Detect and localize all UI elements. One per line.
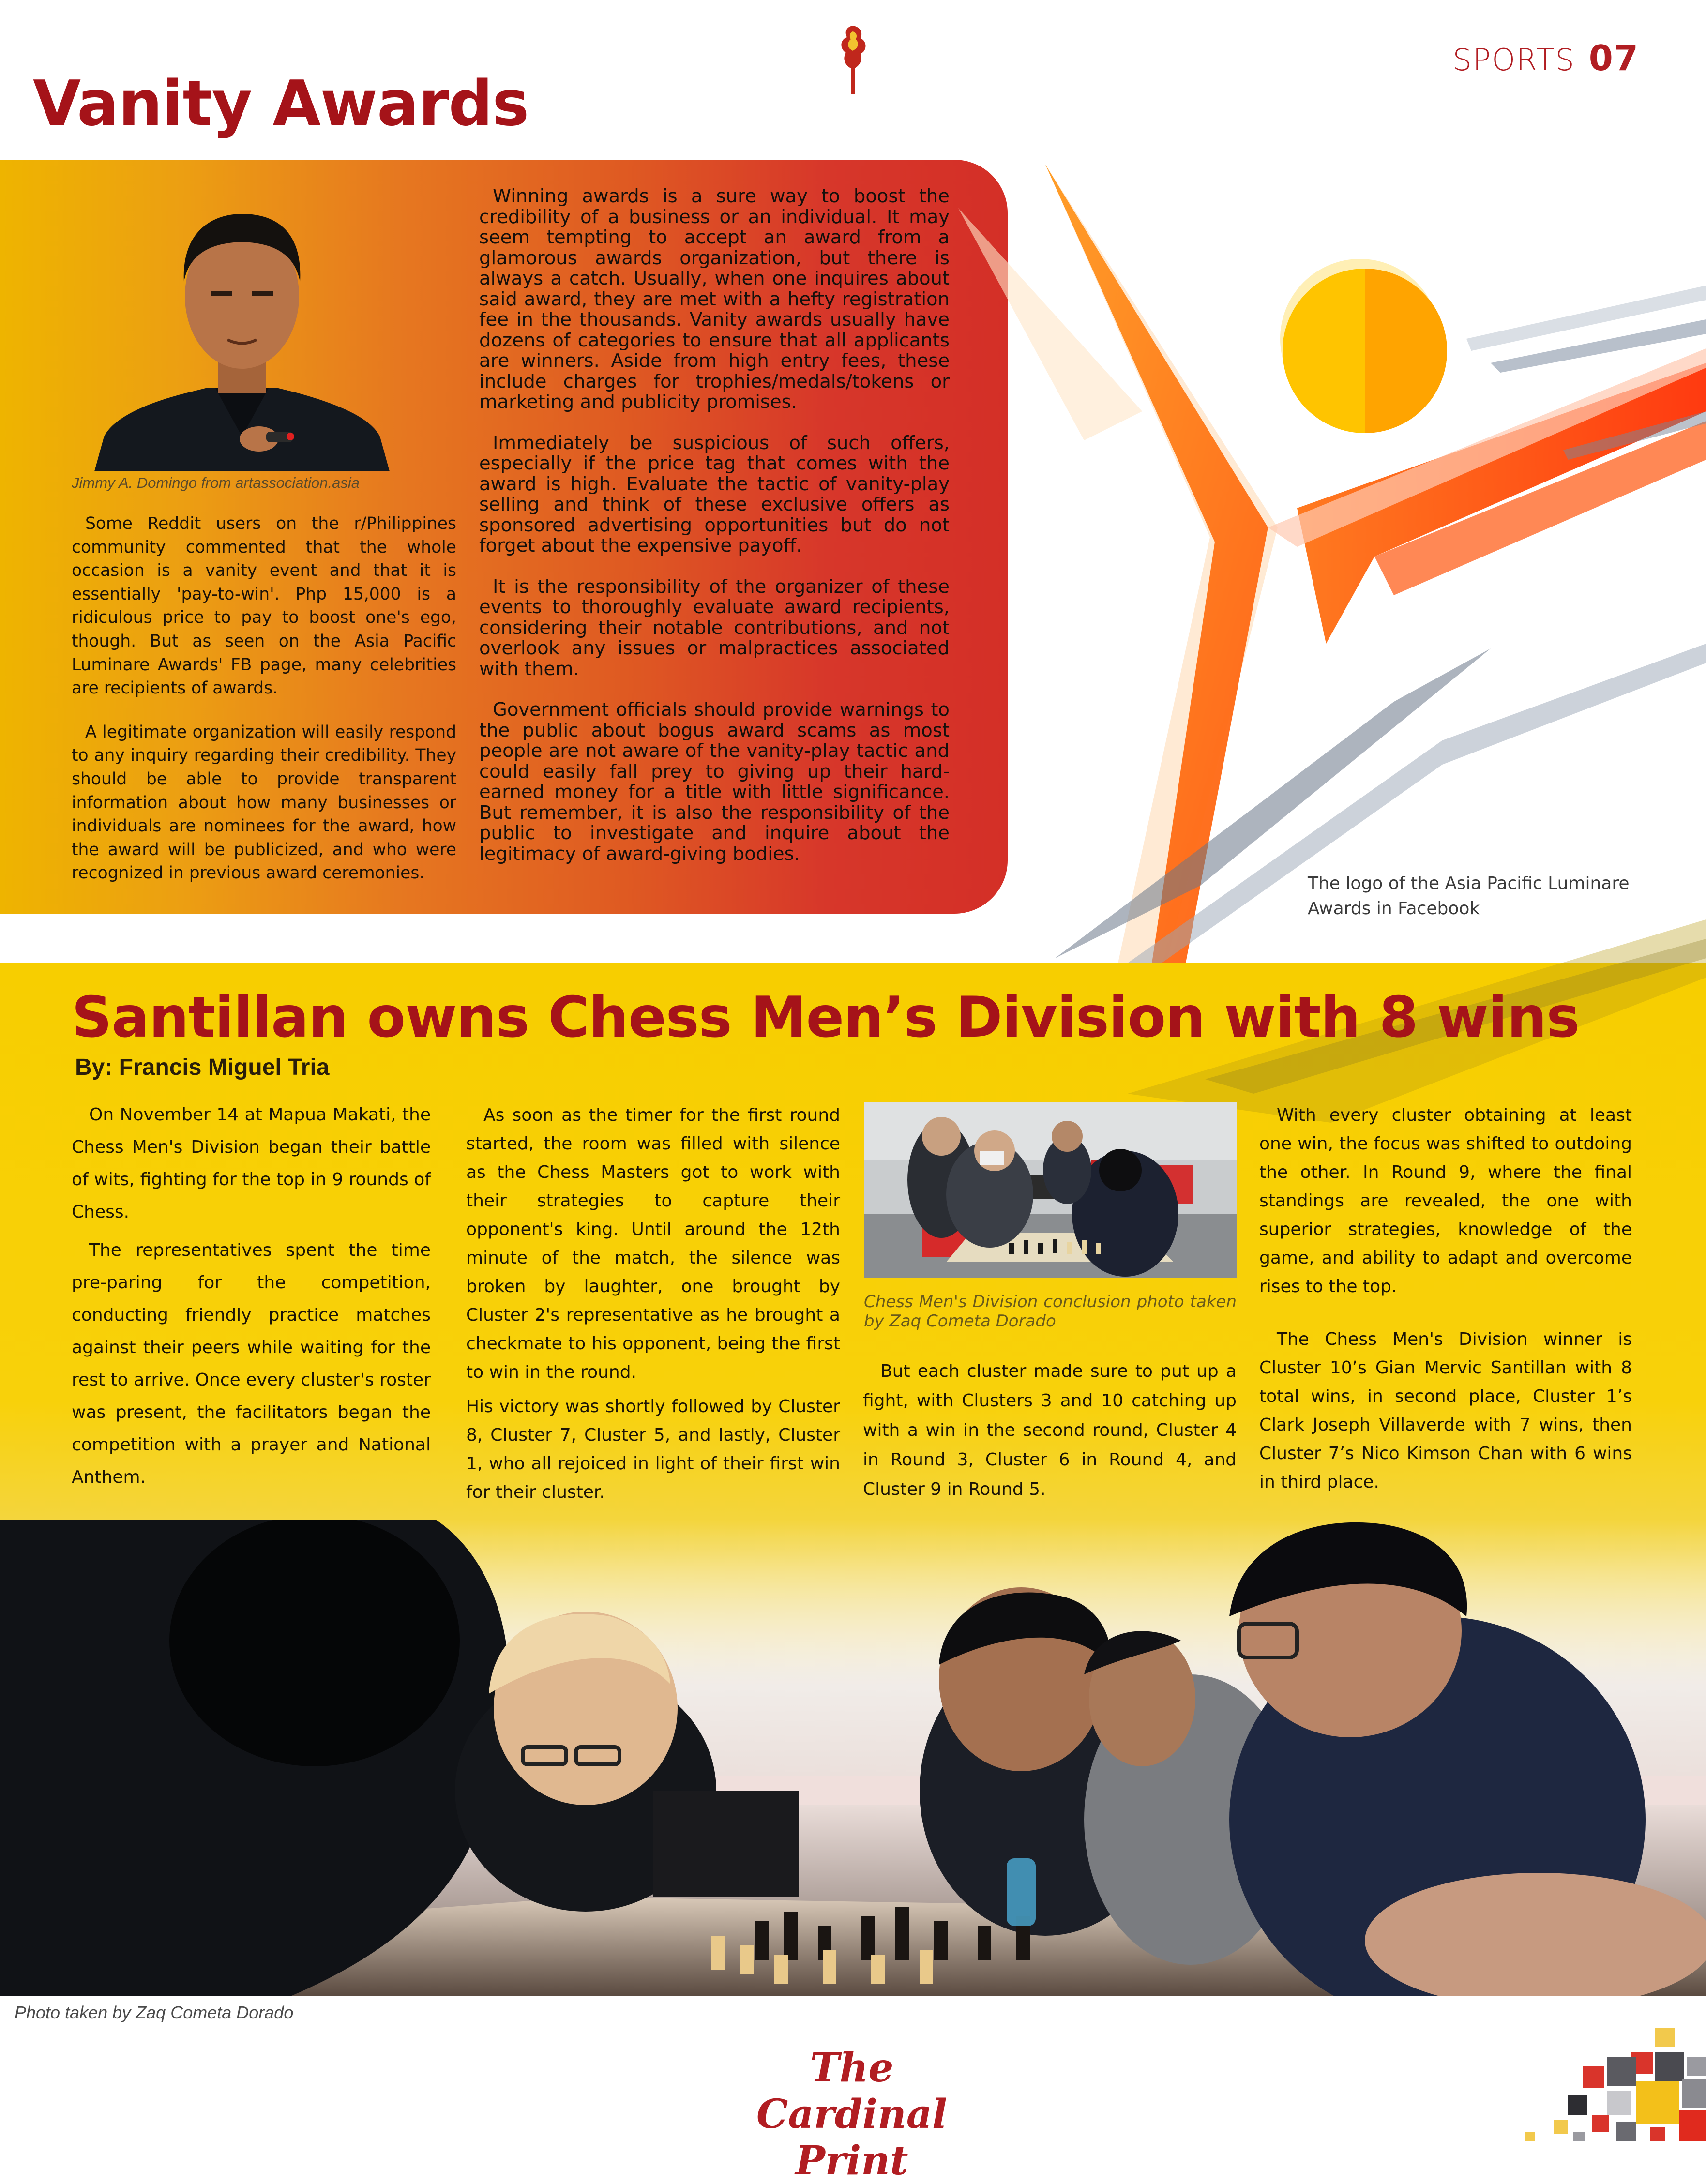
chess-column-1 [72,1099,431,1499]
paragraph: Government officials should provide warnings to the public about bogus award scams as most people are not aware of the vanity-play tactic and could easily fall prey to giving up their hard-earned money for a title with little significance. But remember, it is also the responsibility of the public to investigate and inquire about the legitimacy of award-giving bodies. [479,699,950,865]
portrait-caption: Jimmy A. Domingo from artassociation.asia [72,474,360,491]
paragraph: It is the responsibility of the organizer of these events to thoroughly evaluate award recipients, considering their notable contributions, and not overlook any issues or malpractices associated with them. [479,575,950,680]
paragraph: The Chess Men's Division winner is Cluster 10’s Gian Mervic Santillan with 8 total wins, in second place, Cluster 1’s Clark Joseph Villaverde with 7 wins, then Cluster 7’s Nico Kimson Chan with 6 wins in third place. [1259,1329,1632,1492]
awards-logo-image [958,160,1706,963]
masthead-logo: The Cardinal Print [756,2045,947,2184]
page-title: Vanity Awards [33,68,529,140]
paragraph: Some Reddit users on the r/Philippines community commented that the whole occasion is a vanity event and that it is essentially 'pay-to-win'. Php 15,000 is a ridiculous price to pay to boost one's ego, though. But as seen on the Asia Pacific Luminare Awards' FB page, many celebrities are recipients of awards. [72,514,456,698]
section-name: SPORTS [1452,42,1575,77]
logo-caption: The logo of the Asia Pacific Luminare Awards in Facebook [1308,874,1630,919]
chess-headline: Santillan owns Chess Men’s Division with 8 wins [72,985,1580,1050]
chess-column-3 [863,1356,1237,1510]
chess-photo-caption: Chess Men's Division conclusion photo taken by Zaq Cometa Dorado [864,1292,1237,1331]
vanity-main-column [479,186,950,885]
big-photo-caption: Photo taken by Zaq Cometa Dorado [15,2003,294,2022]
cardinal-emblem-icon [833,22,872,99]
paragraph: On November 14 at Mapua Makati, the Chess Men's Division began their battle of wits, fighting for the top in 9 rounds of Chess. [72,1105,431,1222]
page-number: 07 [1588,38,1639,78]
chess-conclusion-photo [864,1102,1237,1278]
portrait-photo [94,185,390,471]
paragraph: Winning awards is a sure way to boost the credibility of a business or an individual. It may seem tempting to accept an award from a glamorous awards organization, but there is always a catch. Usually, when one inquires about said award, they are met with a hefty registration fee in the thousands. Vanity awards usually have dozens of categories to ensure that all applicants are winners. Aside from high entry fees, these include charges for trophies/medals/tokens or marketing and publicity promises. [479,185,950,413]
paragraph: His victory was shortly followed by Cluster 8, Cluster 7, Cluster 5, and lastly, Cluster 1, who all rejoiced in light of their first win for their cluster. [466,1397,840,1502]
paragraph: But each cluster made sure to put up a fight, with Clusters 3 and 10 catching up with a win in the second round, Cluster 4 in Round 3, Cluster 6 in Round 4, and Cluster 9 in Round 5. [863,1361,1237,1499]
byline: By: Francis Miguel Tria [75,1054,330,1080]
paragraph: The representatives spent the time pre-paring for the competition, conducting friendly practice matches against their peers while waiting for the rest to arrive. Once every cluster's roster was present, the facilitators began the competition with a prayer and National Anthem. [72,1240,431,1487]
chess-players-photo [0,1520,1706,1996]
section-label [1452,38,1639,78]
chess-column-4 [1259,1101,1632,1521]
vanity-left-column [72,512,456,905]
paragraph: Immediately be suspicious of such offers, especially if the price tag that comes with the award is high. Evaluate the tactic of vanity-play selling and think of these exclusive offers as sponsored advertising opportunities but do not forget about the expensive payoff. [479,432,950,557]
paragraph: As soon as the timer for the first round started, the room was filled with silence as the Chess Masters got to work with their strategies to capture their opponent's king. Until around the 12th minute of the match, the silence was broken by laughter, one brought by Cluster 2's representative as he brought a checkmate to his opponent, being the first to win in the round. [466,1105,840,1382]
paragraph: With every cluster obtaining at least one win, the focus was shifted to outdoing the other. In Round 9, where the final standings are revealed, the one with superior strategies, knowledge of the game, and ability to adapt and overcome rises to the top. [1259,1105,1632,1296]
decorative-pixel-pattern [1495,2018,1706,2141]
chess-column-2 [466,1101,840,1512]
paragraph: A legitimate organization will easily respond to any inquiry regarding their credibility. They should be able to provide transparent information about how many businesses or individuals are nominees for the award, how the award will be publicized, and who were recognized in previous award ceremonies. [72,722,456,883]
